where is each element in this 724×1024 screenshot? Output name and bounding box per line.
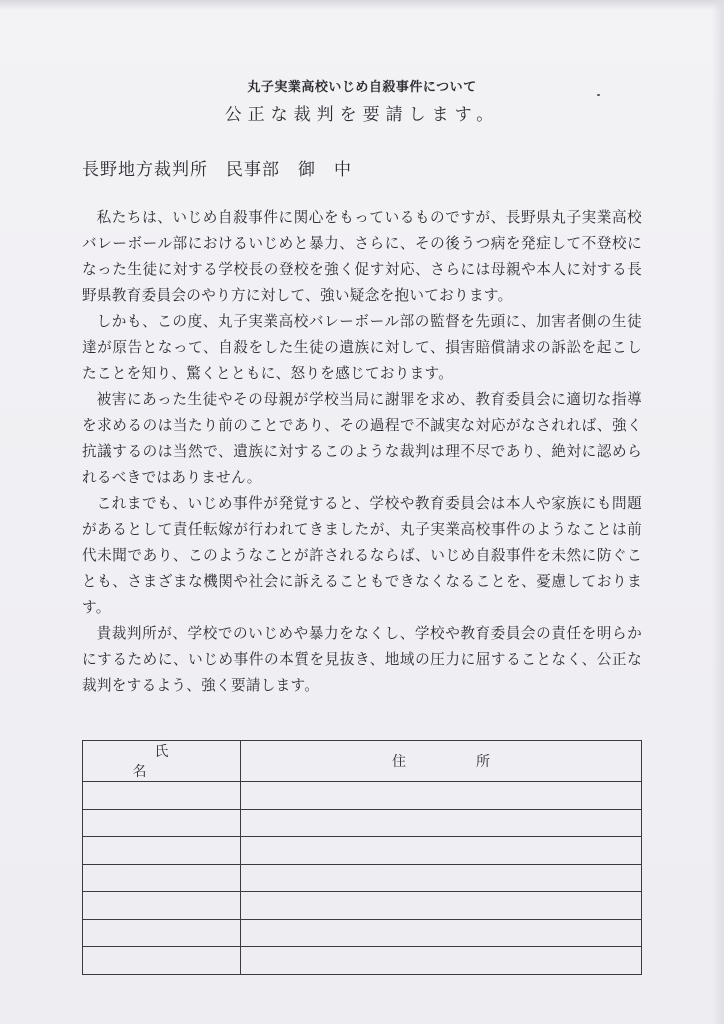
- signature-row: [83, 919, 642, 947]
- signature-address-cell[interactable]: [241, 837, 642, 865]
- scan-top-edge: [0, 0, 724, 10]
- signature-name-cell[interactable]: [83, 782, 241, 810]
- paragraph-5: 貴裁判所が、学校でのいじめや暴力をなくし、学校や教育委員会の責任を明らかにするために、いじめ事件の本質を見抜き、地域の圧力に屈することなく、公正な裁判をするよう、強く要請します。: [82, 625, 642, 694]
- paragraph-1: 私たちは、いじめ自殺事件に関心をもっているものですが、長野県丸子実業高校バレーボール部におけるいじめと暴力、さらに、その後うつ病を発症して不登校になった生徒に対する学校長の登校を強く促す対応、さらには母親や本人に対する長野県教育委員会のやり方に対して、強い疑念を抱いております。: [82, 209, 642, 304]
- signature-row: [83, 782, 642, 810]
- signature-table: [82, 740, 642, 975]
- document-subtitle: [0, 76, 724, 95]
- signature-name-cell[interactable]: [83, 864, 241, 892]
- paragraph-2: しかも、この度、丸子実業高校バレーボール部の監督を先頭に、加害者側の生徒達が原告となって、自殺をした生徒の遺族に対して、損害賠償請求の訴訟を起こしたことを知り、驚くとともに、怒りを感じております。: [82, 313, 642, 382]
- paragraph-4: これまでも、いじめ事件が発覚すると、学校や教育委員会は本人や家族にも問題があるとして責任転嫁が行われてきましたが、丸子実業高校事件のようなことは前代未聞であり、このようなことが許されるならば、いじめ自殺事件を未然に防ぐことも、さまざまな機関や社会に訴えることもできなくなることを、憂慮しております。: [82, 495, 642, 616]
- name-column-header: 氏名: [83, 741, 241, 782]
- paragraph-3: 被害にあった生徒やその母親が学校当局に謝罪を求め、教育委員会に適切な指導を求めるのは当たり前のことであり、その過程で不誠実な対応がなされれば、強く抗議するのは当然で、遺族に対するこのような裁判は理不尽であり、絶対に認められるべきではありません。: [82, 391, 642, 486]
- signature-name-cell[interactable]: [83, 947, 241, 975]
- signature-address-cell[interactable]: [241, 892, 642, 920]
- signature-name-cell[interactable]: [83, 919, 241, 947]
- signature-name-cell[interactable]: [83, 809, 241, 837]
- signature-row: [83, 837, 642, 865]
- signature-table-body: [83, 782, 642, 975]
- signature-address-cell[interactable]: [241, 864, 642, 892]
- signature-row: [83, 947, 642, 975]
- signature-row: [83, 809, 642, 837]
- signature-row: [83, 864, 642, 892]
- document-title: 公正な裁判を要請します。: [224, 105, 500, 125]
- signature-address-cell[interactable]: [241, 919, 642, 947]
- signature-address-cell[interactable]: [241, 809, 642, 837]
- signature-name-cell[interactable]: [83, 837, 241, 865]
- signature-name-cell[interactable]: [83, 892, 241, 920]
- addressee: 長野地方裁判所 民事部 御 中: [82, 160, 352, 180]
- document-body: [82, 205, 642, 699]
- scan-right-edge: [712, 0, 724, 1024]
- address-column-header: 住所: [241, 741, 642, 782]
- signature-address-cell[interactable]: [241, 782, 642, 810]
- signature-row: [83, 892, 642, 920]
- signature-table-header: [83, 741, 642, 782]
- document-subtitle-text: 丸子実業高校いじめ自殺事件について: [247, 80, 477, 95]
- signature-address-cell[interactable]: [241, 947, 642, 975]
